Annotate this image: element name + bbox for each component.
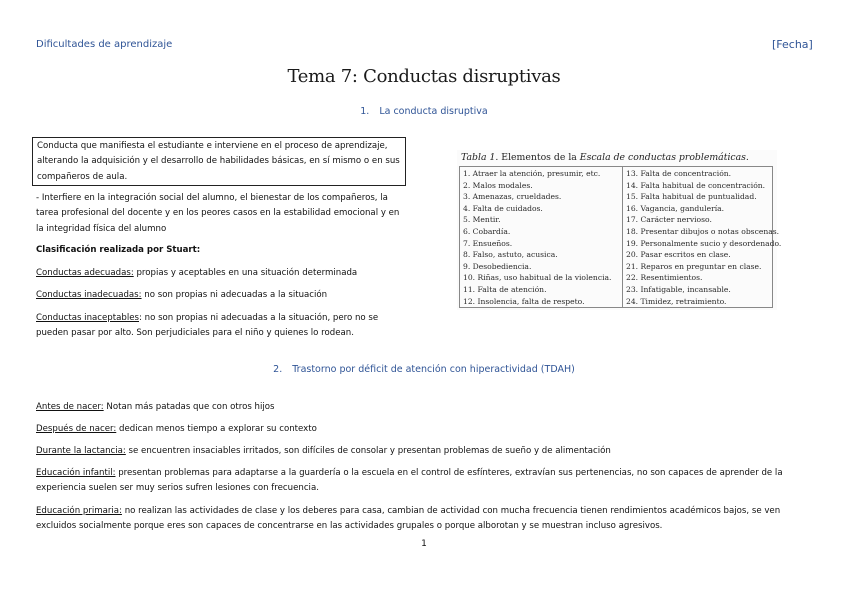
- table-item: 8. Falso, astuto, acusica.: [463, 250, 558, 260]
- table-item: 20. Pasar escritos en clase.: [626, 250, 731, 260]
- table-item: 19. Personalmente sucio y desordenado.: [626, 238, 782, 248]
- inadequate-label: Conductas inadecuadas:: [36, 290, 142, 300]
- lactation-label: Durante la lactancia:: [36, 446, 126, 456]
- table-item: 11. Falta de atención.: [463, 284, 547, 294]
- table-item: 2. Malos modales.: [463, 180, 533, 190]
- table-item: 13. Falta de concentración.: [626, 169, 732, 178]
- after-birth-label: Después de nacer:: [36, 424, 117, 434]
- primary-education-text: no realizan las actividades de clase y los deberes para casa, cambian de actividad con mucha frecuencia tienen rendimientos académicos bajos, se ven excluidos socialmente porque eres son capaces de concentrarse en las actividades grupales o porque alborotan y se muestran incluso agresivos.: [36, 506, 781, 532]
- before-birth-label: Antes de nacer:: [36, 402, 104, 412]
- definition-box: Conducta que manifiesta el estudiante e interviene en el proceso de aprendizaje, alterando la adquisición y el desarrollo de habilidades básicas, en sí mismo o en sus compañeros de aula.: [32, 137, 406, 186]
- after-birth-text: dedican menos tiempo a explorar su contexto: [116, 424, 317, 434]
- adequate-conduct: [36, 266, 357, 281]
- before-birth-paragraph: [36, 400, 816, 415]
- table-divider: [622, 167, 623, 307]
- table-item: 21. Reparos en preguntar en clase.: [626, 261, 762, 271]
- before-birth-text: Notan más patadas que con otros hijos: [103, 402, 275, 412]
- adequate-label: Conductas adecuadas:: [36, 268, 134, 278]
- table-item: 22. Resentimientos.: [626, 273, 703, 283]
- section-2-title: Trastorno por déficit de atención con hiperactividad (TDAH): [292, 364, 575, 375]
- primary-education-label: Educación primaria:: [36, 506, 122, 516]
- table-item: 24. Timidez, retraimiento.: [626, 296, 727, 306]
- interference-bullet: - Interfiere en la integración social del alumno, el bienestar de los compañeros, la tarea profesional del docente y en los peores casos en la estabilidad emocional y en la integridad física del alumno: [36, 193, 400, 234]
- page-title: Tema 7: Conductas disruptivas: [287, 66, 561, 87]
- table-item: 18. Presentar dibujos o notas obscenas.: [626, 226, 780, 236]
- inadequate-conduct: [36, 288, 327, 303]
- table-item: 3. Amenazas, crueldades.: [463, 192, 562, 202]
- section-1-title: La conducta disruptiva: [379, 106, 488, 117]
- table-item: 1. Atraer la atención, presumir, etc.: [463, 169, 601, 178]
- table-item: 7. Ensueños.: [463, 238, 513, 248]
- section-2-heading: [0, 364, 848, 375]
- primary-education-paragraph: [36, 504, 816, 535]
- table-item: 5. Mentir.: [463, 215, 501, 225]
- unacceptable-text: : no son propias ni adecuadas a la situación, pero no se pueden pasar por alto. Son perjudiciales para el niño y quienes lo rodean.: [36, 313, 379, 339]
- page-number: 1: [421, 539, 427, 549]
- unacceptable-conduct: [36, 311, 406, 342]
- table-caption-italic: Escala de conductas problemáticas.: [579, 152, 749, 163]
- lactation-text: se encuentren insaciables irritados, son difíciles de consolar y presentan problemas de sueño y de alimentación: [125, 446, 611, 456]
- table-caption: [461, 152, 749, 163]
- table-item: 12. Insolencia, falta de respeto.: [463, 296, 585, 306]
- infant-education-paragraph: [36, 466, 816, 497]
- table-left-column: [463, 168, 611, 307]
- table-right-column: [626, 168, 781, 307]
- table-item: 17. Carácter nervioso.: [626, 215, 712, 225]
- table-grid: [459, 166, 782, 308]
- classification-heading: Clasificación realizada por Stuart:: [36, 245, 201, 255]
- after-birth-paragraph: [36, 422, 816, 437]
- section-1-heading: [0, 106, 848, 117]
- table-item: 6. Cobardía.: [463, 226, 511, 236]
- adequate-text: propias y aceptables en una situación determinada: [133, 268, 358, 278]
- table-item: 9. Desobediencia.: [463, 261, 532, 271]
- header-date: [Fecha]: [772, 38, 813, 51]
- unacceptable-label: Conductas inaceptables: [36, 313, 139, 323]
- section-2-number: 2.: [273, 364, 283, 375]
- table-item: 23. Infatigable, incansable.: [626, 284, 731, 294]
- table-caption-text: Elementos de la: [498, 152, 580, 163]
- table-item: 10. Riñas, uso habitual de la violencia.: [463, 273, 612, 283]
- table-item: 16. Vagancia, gandulería.: [626, 203, 725, 213]
- lactation-paragraph: [36, 444, 816, 459]
- section-1-number: 1.: [360, 106, 370, 117]
- problem-behaviour-table-image: [457, 150, 782, 310]
- table-item: 4. Falta de cuidados.: [463, 203, 543, 213]
- infant-education-label: Educación infantil:: [36, 468, 116, 478]
- header-left: Dificultades de aprendizaje: [36, 39, 173, 50]
- infant-education-text: presentan problemas para adaptarse a la guardería o la escuela en el control de esfínteres, extravían sus pertenencias, no son capaces de aprender de la experiencia suelen ser muy serios sufren lesiones con frecuencia.: [36, 468, 783, 494]
- table-item: 14. Falta habitual de concentración.: [626, 180, 766, 190]
- table-item: 15. Falta habitual de puntualidad.: [626, 192, 757, 202]
- table-caption-prefix: Tabla 1.: [461, 152, 499, 163]
- inadequate-text: no son propias ni adecuadas a la situación: [141, 290, 328, 300]
